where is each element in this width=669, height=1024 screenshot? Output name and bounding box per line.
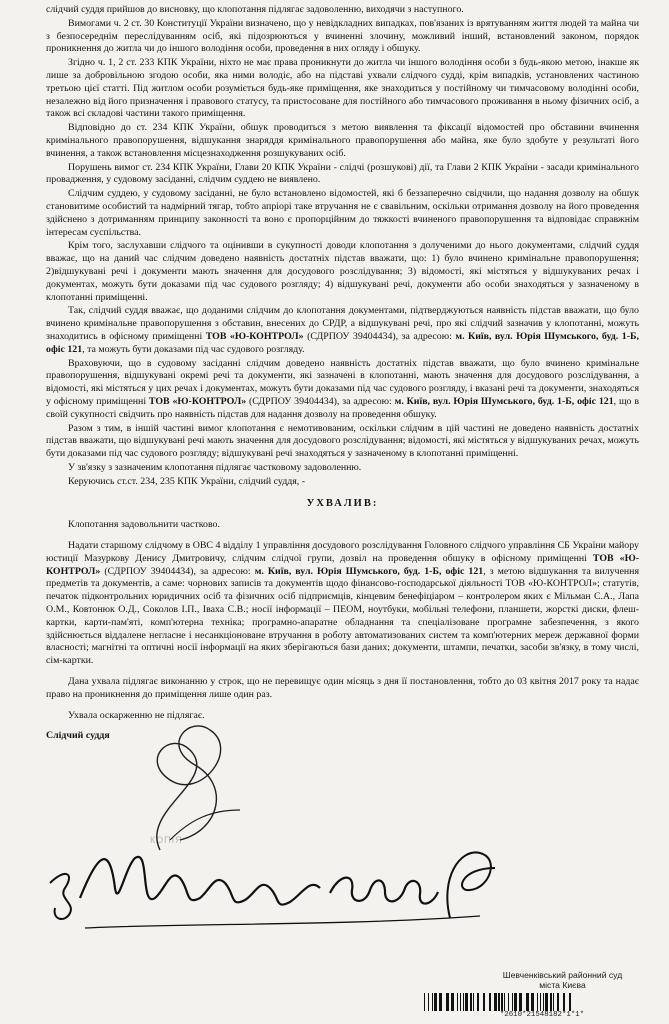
vrakh-text-mid: (СДРПОУ 39404434), за адресою: — [246, 395, 395, 407]
barcode-bar — [537, 993, 538, 1011]
paragraph-term: Дана ухвала підлягає виконанню у строк, що не перевищує один місяць з дня її постановлення, тобто до 03 квітня 2017 року та надає право на проникнення до приміщення лише один раз. — [46, 676, 639, 700]
nadaty-address: м. Київ, вул. Юрія Шумського, буд. 1-Б, офіс 121 — [254, 565, 484, 577]
barcode-bar — [545, 993, 548, 1011]
barcode-bar — [514, 993, 517, 1011]
paragraph-nadaty — [46, 540, 639, 668]
decision-first: Клопотання задовольнити частково. — [68, 519, 220, 531]
paragraph-proportionality: Слідчим суддею, у судовому засіданні, не було встановлено відомостей, які б беззаперечно свідчили, що надання дозволу на обшук становитиме особистий та надмірний тягар, тобто апріорі таке втручання не є свавільним, оскільки отримання дозволу на його проведення здійснено з дотриманням принципу законності та воно є пропорційним до тяжкості вчиненого правопорушення та відповідає справжнім інтересам суспільства. — [46, 188, 639, 238]
barcode — [424, 993, 660, 1011]
barcode-bar — [512, 993, 513, 1011]
vrakh-text-post: , що в своїй сукупності свідчить про наявність підстав для надання дозволу на проведення обшуку. — [46, 395, 639, 420]
vrakh-text-pre: Враховуючи, що в судовому засіданні слідчим доведено наявність достатніх підстав вважати, що було вчинено кримінальне правопорушення, відшукувані окремі речі та документи, які зазначені в клопотанні, мають значення для досудового розслідування, а відомості, які містяться у цих речах і документах, можуть бути доказами під час судового розгляду, і вказані речі та документи, знаходяться у офісному приміщенні — [46, 357, 639, 407]
barcode-bar — [519, 993, 522, 1011]
barcode-number: *2610*21548182*1*1* — [499, 1011, 585, 1019]
barcode-bar — [504, 993, 505, 1011]
barcode-bar — [553, 993, 554, 1011]
stamp-text: КОПІЯ — [150, 835, 183, 845]
paragraph-no-violations: Порушень вимог ст. 234 КПК України, Глави 20 КПК України - слідчі (розшукові) дії, та Глави 2 КПК України - засади кримінального провадження, у судовому засіданні, слідчим суддею не виявлено. — [46, 161, 639, 186]
barcode-bar — [446, 993, 449, 1011]
paragraph-intro: слідчий суддя прийшов до висновку, що клопотання підлягає задоволенню, виходячи з наступного. — [46, 4, 464, 15]
court-stamp-line2: міста Києва — [539, 980, 586, 990]
nadaty-text-mid: (СДРПОУ 39404434), за адресою: — [100, 565, 255, 577]
barcode-bar — [457, 993, 458, 1011]
court-stamp — [470, 970, 655, 990]
barcode-bar — [494, 993, 497, 1011]
court-stamp-line1: Шевченківський районний суд — [502, 970, 623, 980]
appeal-note: Ухвала оскарженню не підлягає. — [68, 709, 205, 721]
barcode-bar — [477, 993, 479, 1011]
barcode-bar — [473, 993, 474, 1011]
nadaty-company: ТОВ «Ю-КОНТРОЛ» — [46, 552, 639, 577]
barcode-bar — [470, 993, 472, 1011]
paragraph-razom: Разом з тим, в іншій частині вимог клопотання є немотивованим, оскільки слідчим в цій частині не доведено наявність достатніх підстав вважати, що відшукувані речі мають значення для досудового розслідування; відомості, які містяться у відшукуваних речах, можуть бути доказами під час судового розгляду; відшукувані речі знаходяться у зазначеному в клопотанні приміщенні. — [46, 422, 639, 460]
paragraph-constitution: Вимогами ч. 2 ст. 30 Конституції України визначено, що у невідкладних випадках, пов'язаних із врятуванням життя людей та майна чи з безпосереднім переслідуванням осіб, які підозрюються у вчиненні злочину, можливий інший, встановлений законом, порядок проникнення до житла чи до іншого володіння особи, проведення в них огляду і обшуку. — [46, 17, 639, 55]
nadaty-text-post: , з метою відшукання та вилучення предметів та документів, а саме: чорнових записів та документів щодо фінансово-господарської діяльності ТОВ «Ю-КОНТРОЛ»; статутів, печаток підконтрольних юридичних осіб та фізичних осіб підприємців, кінцевим бенефіціаром – контролером яких є Мільман С.А., Лапа О.М., Ковтонюк О.Д., Соколов І.П., Іваха С.В.; носії інформації – ПЕОМ, ноутбуки, мобільні телефони, планшети, жорсткі диски, флеш-картки, карти-пам'яті, комп'ютерна техніка; програмно-апаратне обладнання та спеціалізоване програмне забезпечення, з якого здійснюється віддалене негласне і несанкціоноване втручання в роботу автоматизованих систем та комп'ютерних мереж державної форми власності; магнітні та оптичні носії інформації на яких зберігаються бази даних; документи, штампи, печатки, засоби зв'язку, в тому числі, сім-картки. — [46, 565, 639, 667]
vrakh-company: ТОВ «Ю-КОНТРОЛ» — [148, 395, 247, 407]
barcode-bar — [540, 993, 541, 1011]
barcode-bar — [526, 993, 529, 1011]
barcode-bar — [434, 993, 437, 1011]
barcode-bar — [465, 993, 468, 1011]
barcode-bar — [451, 993, 454, 1011]
barcode-bar — [424, 993, 425, 1011]
paragraph-assessment: Крім того, заслухавши слідчого та оцінивши в сукупності доводи клопотання з долученими до нього документами, слідчий суддя вважає, що на даний час слідчим доведено наявність достатніх підстав вважати, що: 1) було вчинено кримінальне правопорушення; 2)відшукувані речі і документи мають значення для досудового розслідування; 3) відомості, які містяться у відшукуваних речах і документах, можуть бути доказами під час судового розгляду; 4) відшукувані речі, документи або особи знаходяться у зазначеному в клопотанні приміщенні. — [46, 240, 639, 303]
barcode-bar — [428, 993, 429, 1011]
tak-text-pre: Так, слідчий суддя вважає, що доданими слідчим до клопотання документами, підтверджуються наявність підстав вважати, що було вчинено кримінальне правопорушення з обставин, внесених до СРДР, а відшукувані речі, про які слідчий зазначив у клопотанні, можуть знаходитись в офісному приміщенні — [46, 305, 639, 342]
signature-handwritten — [40, 828, 510, 938]
barcode-bar — [543, 993, 544, 1011]
paragraph-partial: У зв'язку з зазначеним клопотання підлягає частковому задоволенню. — [68, 461, 362, 473]
barcode-bar — [563, 993, 565, 1011]
barcode-bar — [463, 993, 464, 1011]
judge-label: Слідчий суддя — [46, 730, 110, 742]
barcode-bar — [531, 993, 534, 1011]
barcode-bar — [569, 993, 571, 1011]
barcode-bar — [483, 993, 485, 1011]
barcode-bar — [489, 993, 491, 1011]
vrakh-address: м. Київ, вул. Юрія Шумського, буд. 1-Б, офіс 121 — [394, 395, 614, 407]
barcode-bar — [550, 993, 552, 1011]
barcode-bar — [460, 993, 461, 1011]
paragraph-keruiuchys: Керуючись ст.ст. 234, 235 КПК України, слідчий суддя, - — [68, 475, 306, 487]
barcode-bar — [508, 993, 509, 1011]
tak-text-mid: (СДРПОУ 39404434), за адресою: — [303, 330, 456, 342]
paragraph-art-233: Згідно ч. 1, 2 ст. 233 КПК України, ніхто не має права проникнути до житла чи іншого володіння особи з будь-якою метою, інакше як лише за добровільною згодою особи, яка ними володіє, або на підставі ухвали слідчого судді, крім випадків, установлених частиною третьою цієї статті. Під житлом особи розуміється будь-яке приміщення, яке знаходиться у постійному чи тимчасовому володінні особи, незалежно від його призначення і правового статусу, та пристосоване для постійного або тимчасового проживання в ньому фізичних осіб, а також всі складові частини такого приміщення. — [46, 57, 639, 120]
barcode-bar — [557, 993, 559, 1011]
tak-address: м. Київ, вул. Юрія Шумського, буд. 1-Б, офіс 121 — [46, 330, 639, 355]
paragraph-art-234: Відповідно до ст. 234 КПК України, обшук проводиться з метою виявлення та фіксації відомостей про обставини вчинення кримінального правопорушення, відшукання знаряддя кримінального правопорушення або майна, яке було здобуте у результаті його вчинення, а також встановлення місцезнаходження розшукуваних осіб. — [46, 122, 639, 159]
paragraph-tak — [46, 305, 639, 356]
nadaty-text-pre: Надати старшому слідчому в ОВС 4 відділу 1 управління досудового розслідування Головного слідчого управління СБ України майору юстиції Мазуркову Денису Дмитровичу, слідчим слідчої групи, дозвіл на проведення обшуку в офісному приміщенні — [46, 540, 639, 564]
barcode-bar — [439, 993, 442, 1011]
decision-heading: УХВАЛИВ: — [306, 498, 379, 510]
barcode-bar — [501, 993, 503, 1011]
barcode-bar — [498, 993, 500, 1011]
paragraph-vrakhovuiuchy — [46, 358, 639, 422]
barcode-bar — [432, 993, 433, 1011]
tak-company: ТОВ «Ю-КОНТРОЛ» — [205, 330, 304, 342]
tak-text-post: , та можуть бути доказами під час судового розгляду. — [82, 343, 305, 355]
